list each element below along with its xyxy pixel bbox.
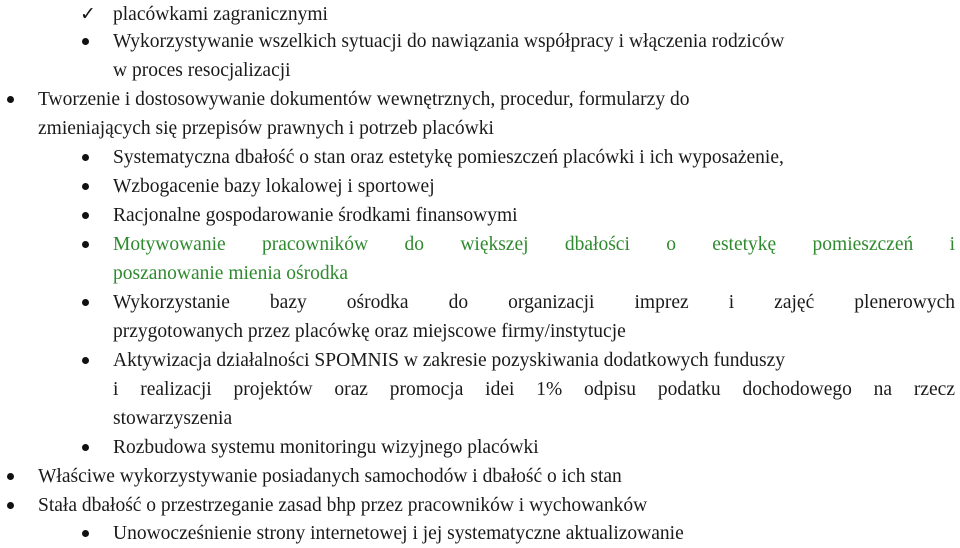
list-item	[0, 288, 960, 317]
bullet-icon	[82, 299, 89, 306]
list-item-text: Systematyczna dbałość o stan oraz estetykę pomieszczeń placówki i ich wyposażenie,	[113, 147, 784, 168]
bullet-icon	[82, 357, 89, 364]
list-item	[0, 346, 960, 375]
list-item-text: Stała dbałość o przestrzeganie zasad bhp przez pracowników i wychowanków	[38, 495, 648, 516]
list-item-continuation	[0, 404, 960, 433]
list-item-text: Aktywizacja działalności SPOMNIS w zakresie pozyskiwania dodatkowych funduszy	[113, 350, 786, 371]
list-item	[0, 85, 960, 114]
list-item-text: Tworzenie i dostosowywanie dokumentów wewnętrznych, procedur, formularzy do	[38, 89, 690, 110]
list-item	[0, 0, 960, 29]
list-item	[0, 519, 960, 548]
bullet-icon	[7, 96, 14, 103]
list-item-continuation	[0, 375, 960, 404]
bullet-icon	[82, 38, 89, 45]
list-item-text: Racjonalne gospodarowanie środkami finansowymi	[113, 205, 518, 226]
list-item-text: i realizacji projektów oraz promocja idei 1% odpisu podatku dochodowego na rzecz	[113, 379, 955, 400]
list-item-text: Rozbudowa systemu monitoringu wizyjnego placówki	[113, 437, 539, 458]
list-item-text: Motywowanie pracowników do większej dbałości o estetykę pomieszczeń i	[113, 234, 955, 255]
bullet-icon	[82, 183, 89, 190]
list-item-text: zmieniających się przepisów prawnych i potrzeb placówki	[38, 118, 494, 139]
bullet-icon	[82, 530, 89, 537]
list-item	[0, 27, 960, 56]
list-item-text: Unowocześnienie strony internetowej i jej systematyczne aktualizowanie	[113, 523, 684, 544]
list-item-text: placówkami zagranicznymi	[113, 4, 328, 25]
bullet-icon	[82, 212, 89, 219]
checkmark-icon: ✓	[80, 3, 96, 25]
list-item-continuation	[0, 56, 960, 85]
list-item	[0, 201, 960, 230]
bullet-icon	[82, 154, 89, 161]
list-item	[0, 143, 960, 172]
list-item	[0, 462, 960, 491]
bullet-icon	[82, 444, 89, 451]
list-item	[0, 491, 960, 520]
list-item	[0, 172, 960, 201]
list-item-text: przygotowanych przez placówkę oraz miejscowe firmy/instytucje	[113, 321, 626, 342]
list-item	[0, 433, 960, 462]
list-item-continuation	[0, 317, 960, 346]
bullet-icon	[7, 502, 14, 509]
list-item-text: Wykorzystanie bazy ośrodka do organizacji imprez i zajęć plenerowych	[113, 292, 955, 313]
bullet-icon	[7, 473, 14, 480]
list-item-text: Wzbogacenie bazy lokalowej i sportowej	[113, 176, 435, 197]
list-item-continuation	[0, 259, 960, 288]
list-item-text: stowarzyszenia	[113, 408, 233, 429]
list-item	[0, 230, 960, 259]
bullet-icon	[82, 241, 89, 248]
list-item-text: Wykorzystywanie wszelkich sytuacji do nawiązania współpracy i włączenia rodziców	[113, 31, 785, 52]
list-item-text: poszanowanie mienia ośrodka	[113, 263, 349, 284]
list-item-text: Właściwe wykorzystywanie posiadanych samochodów i dbałość o ich stan	[38, 466, 622, 487]
list-item-text: w proces resocjalizacji	[113, 60, 291, 81]
list-item-continuation	[0, 114, 960, 143]
